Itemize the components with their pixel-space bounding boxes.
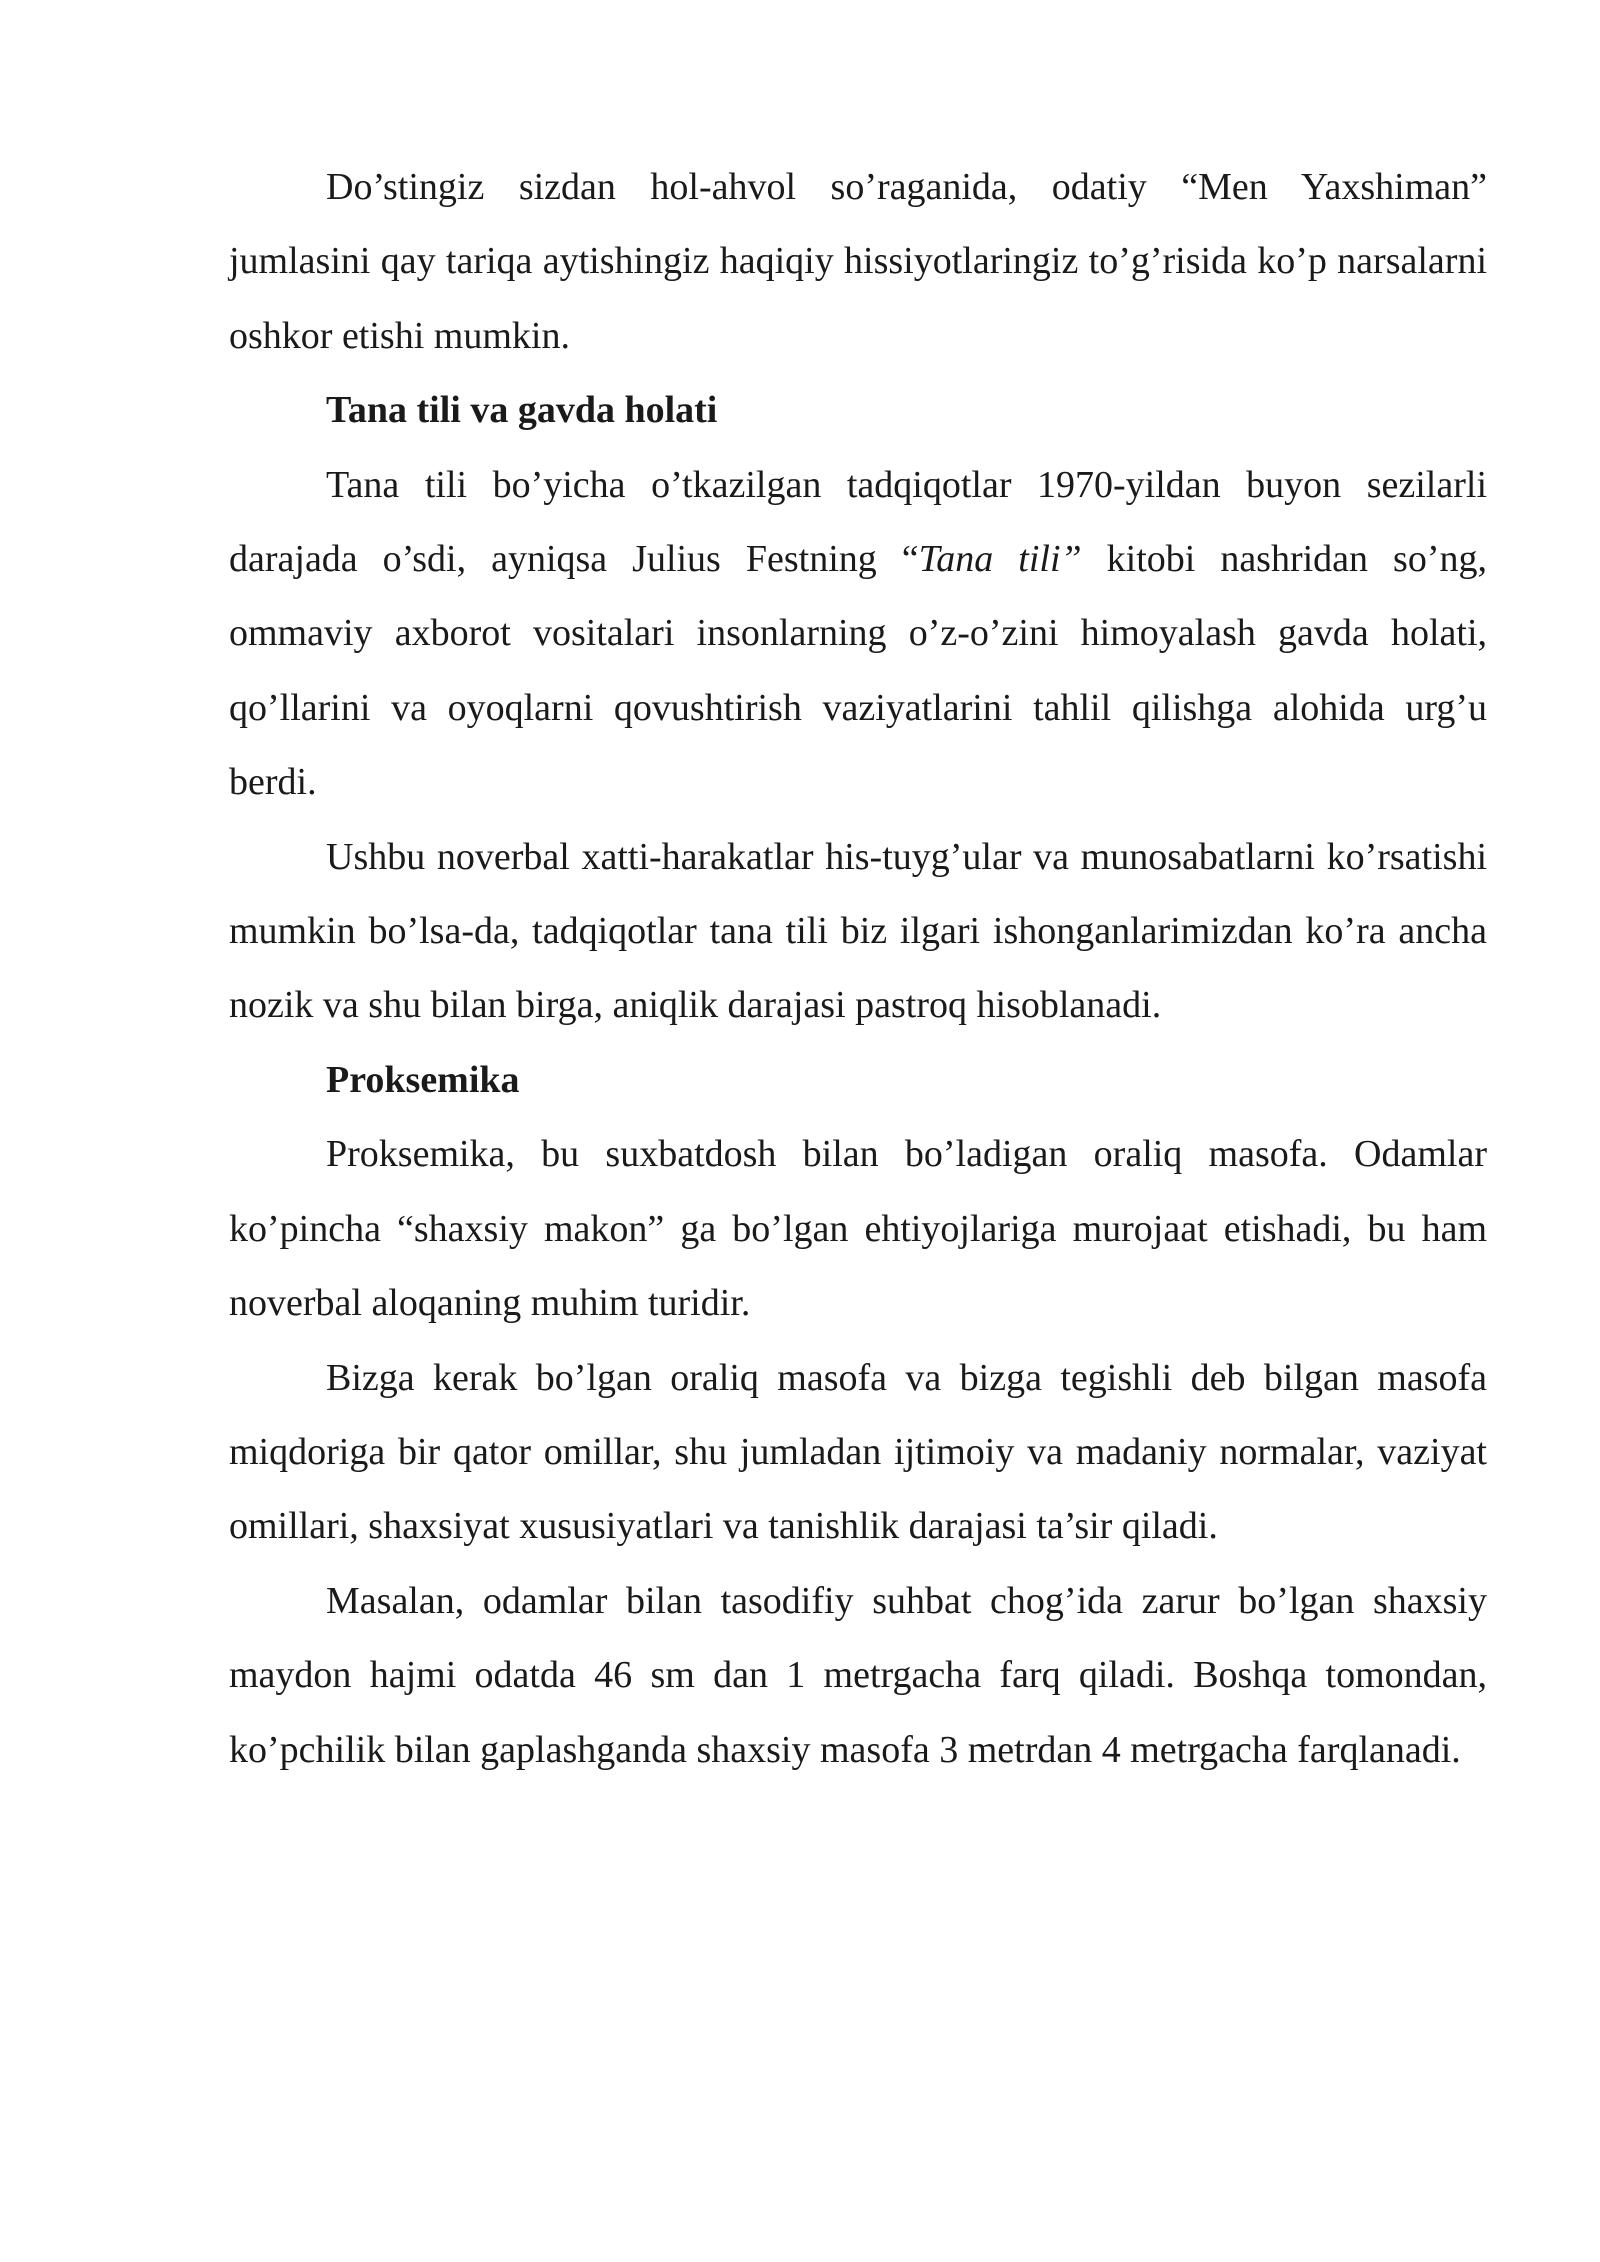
paragraph-distance-factors: Bizga kerak bo’lgan oraliq masofa va bizga tegishli deb bilgan masofa miqdoriga bir qator omillar, shu jumladan ijtimoiy va madaniy normalar, vaziyat omillari, shaxsiyat xususiyatlari va tanishlik darajasi ta’sir qiladi. [229, 1356, 1487, 1548]
paragraph-friend-greeting: Do’stingiz sizdan hol-ahvol so’raganida, odatiy “Men Yaxshiman” jumlasini qay tariqa aytishingiz haqiqiy hissiyotlaringiz to’g’risida ko’p narsalarni oshkor etishi mumkin. [229, 166, 1487, 357]
heading-proxemics: Proksemika [326, 1058, 520, 1101]
paragraph-distance-example: Masalan, odamlar bilan tasodifiy suhbat chog’ida zarur bo’lgan shaxsiy maydon hajmi odatda 46 sm dan 1 metrgacha farq qiladi. Boshqa tomondan, ko’pchilik bilan gaplashganda shaxsiy masofa 3 metrdan 4 metrgacha farqlanadi. [229, 1579, 1487, 1771]
paragraph-body-language-research [229, 448, 1487, 820]
book-title-italic: Tana tili” [918, 538, 1082, 581]
heading-body-language: Tana tili va gavda holati [326, 389, 718, 432]
paragraph-nonverbal-behaviour: Ushbu noverbal xatti-harakatlar his-tuyg’ular va munosabatlarni ko’rsatishi mumkin bo’lsa-da, tadqiqotlar tana tili biz ilgari ishonganlarimizdan ko’ra ancha nozik va shu bilan birga, aniqlik darajasi pastroq hisoblanadi. [229, 835, 1487, 1027]
document-page [229, 150, 1487, 1787]
paragraph-proxemics-definition: Proksemika, bu suxbatdosh bilan bo’ladigan oraliq masofa. Odamlar ko’pincha “shaxsiy makon” ga bo’lgan ehtiyojlariga murojaat etishadi, bu ham noverbal aloqaning muhim turidir. [229, 1133, 1487, 1325]
paragraph-text-before-quote: Tana tili bo’yicha o’tkazilgan tadqiqotlar 1970-yildan buyon sezilarli darajada o’sdi, ayniqsa Julius Festning “ [229, 463, 1487, 581]
paragraph-text-after-quote: kitobi nashridan so’ng, ommaviy axborot vositalari insonlarning o’z-o’zini himoyalash gavda holati, qo’llarini va oyoqlarni qovushtirish vaziyatlarini tahlil qilishga alohida urg’u berdi. [229, 538, 1487, 804]
